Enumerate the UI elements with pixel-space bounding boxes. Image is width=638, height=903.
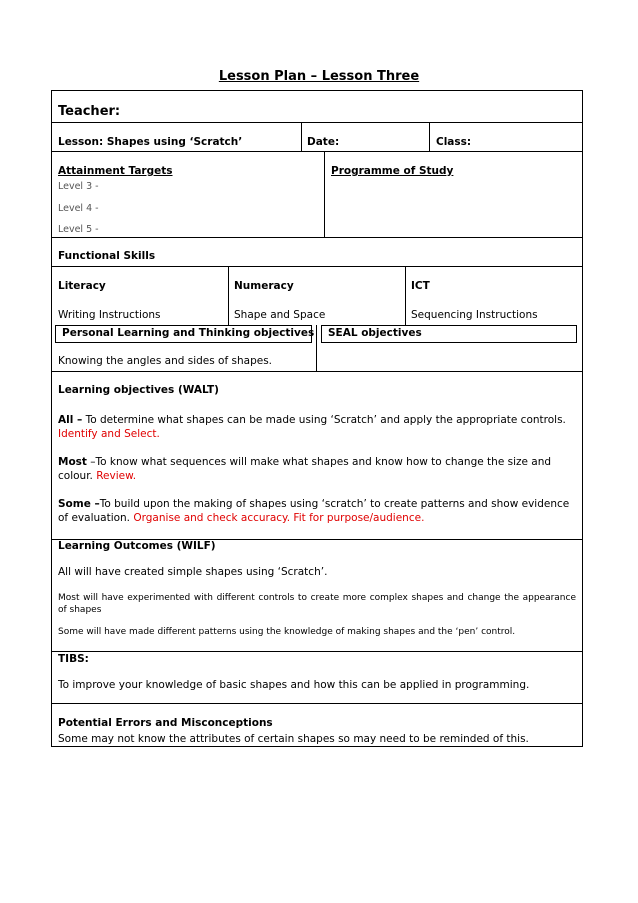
seal-heading: SEAL objectives [328,327,422,339]
level-4: Level 4 - [58,203,99,214]
ict-value: Sequencing Instructions [411,309,538,321]
attainment-heading: Attainment Targets [58,165,173,177]
numeracy-label: Numeracy [234,280,294,292]
wilf-some: Some will have made different patterns using the knowledge of making shapes and the ‘pen’ control. [58,627,516,637]
literacy-label: Literacy [58,280,106,292]
page-title: Lesson Plan – Lesson Three [218,69,420,84]
errors-heading: Potential Errors and Misconceptions [58,717,273,729]
ict-label: ICT [411,280,430,292]
plts-text: Knowing the angles and sides of shapes. [58,355,272,367]
walt-some: Some –To build upon the making of shapes using ‘scratch’ to create patterns and show evidence of evaluation. Organise and check accuracy. Fit for purpose/audience. [58,498,570,524]
functional-skills-heading: Functional Skills [58,250,156,262]
level-5: Level 5 - [58,224,99,235]
walt-heading: Learning objectives (WALT) [58,384,219,396]
class-label: Class: [436,136,472,148]
plts-heading: Personal Learning and Thinking objectives [62,327,315,339]
tibs-heading: TIBS: [58,653,89,665]
lesson-label: Lesson: Shapes using ‘Scratch’ [58,136,243,148]
numeracy-value: Shape and Space [234,309,326,321]
walt-all: All – To determine what shapes can be made using ‘Scratch’ and apply the appropriate controls. Identify and Select. [58,414,566,440]
tibs-text: To improve your knowledge of basic shapes and how this can be applied in programming. [58,679,530,691]
wilf-heading: Learning Outcomes (WILF) [58,540,216,552]
wilf-all: All will have created simple shapes using ‘Scratch’. [58,566,328,578]
wilf-most: Most will have experimented with different controls to create more complex shapes and change the appearance of shapes [58,593,576,615]
level-3: Level 3 - [58,181,99,192]
errors-text: Some may not know the attributes of certain shapes so may need to be reminded of this. [58,733,529,745]
date-label: Date: [307,136,340,148]
walt-most: Most –To know what sequences will make what shapes and know how to change the size and colour. Review. [58,456,552,482]
literacy-value: Writing Instructions [58,309,161,321]
programme-heading: Programme of Study [331,165,454,177]
teacher-label: Teacher: [58,104,121,119]
